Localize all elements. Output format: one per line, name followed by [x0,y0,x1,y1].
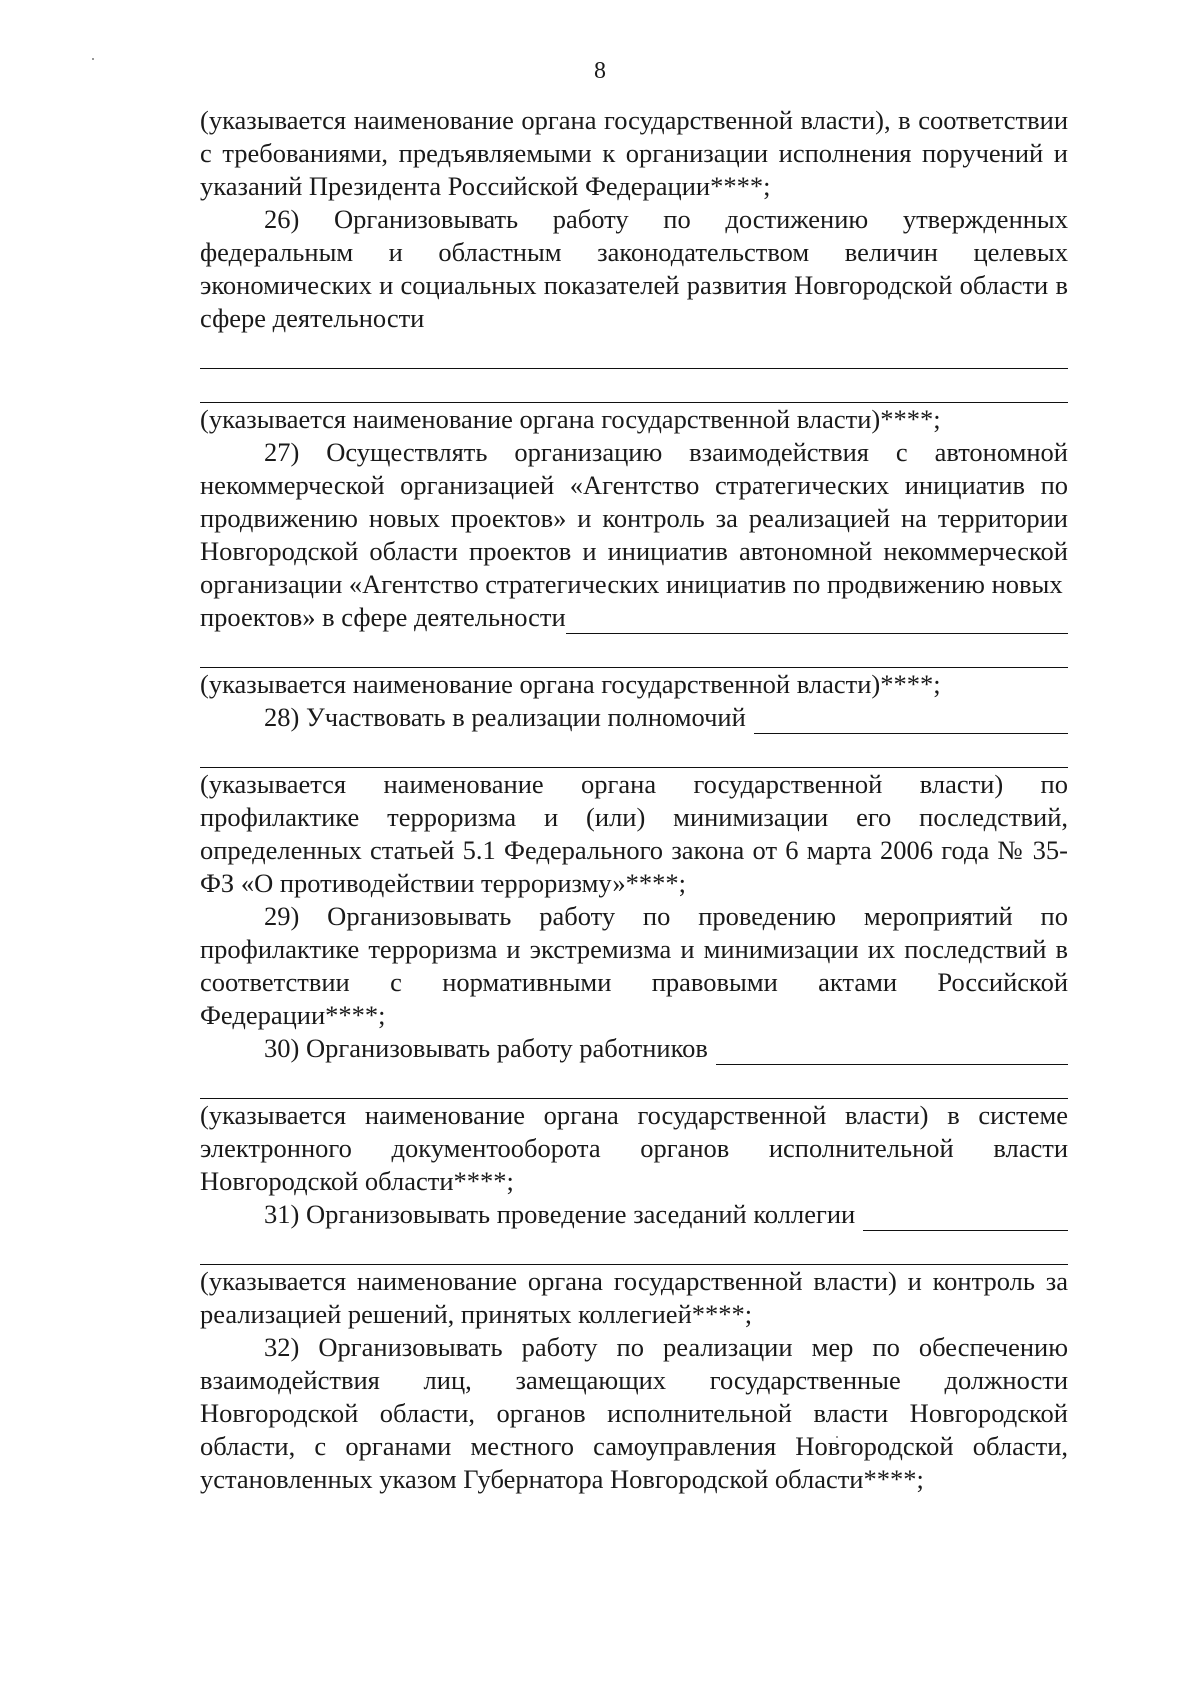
fill-line [200,634,1068,668]
item-30-row [200,1032,1068,1065]
fill-line [200,1231,1068,1265]
item-27-tail: проектов» в сфере деятельности [200,602,566,632]
item-30: 30) Организовывать работу работников [264,1033,708,1063]
item-28-note: (указывается наименование органа государственной власти) по профилактике терроризма и (или) минимизации его последствий, определенных статьей 5.1 Федерального закона от 6 марта 2006 года № 35-ФЗ «О противодействии терроризму»****; [200,769,1068,898]
paragraph-continuation: (указывается наименование органа государственной власти), в соответствии с требованиями, предъявляемыми к организации исполнения поручений и указаний Президента Российской Федерации****; [200,105,1068,201]
fill-line [200,1065,1068,1099]
page-number: 8 [594,58,606,84]
item-28-row [200,701,1068,734]
item-31-note: (указывается наименование органа государственной власти) и контроль за реализацией решений, принятых коллегией****; [200,1266,1068,1329]
item-28: 28) Участвовать в реализации полномочий [264,702,746,732]
item-27-tail-row [200,601,1068,634]
fill-line [566,607,1068,634]
item-26-note: (указывается наименование органа государственной власти)****; [200,404,941,434]
fill-line [863,1204,1068,1231]
fill-line [716,1038,1068,1065]
fill-line [200,335,1068,369]
item-27-note: (указывается наименование органа государственной власти)****; [200,669,941,699]
item-31: 31) Организовывать проведение заседаний коллегии [264,1199,856,1229]
item-27: 27) Осуществлять организацию взаимодействия с автономной некоммерческой организацией «Агентство стратегических инициатив по продвижению новых проектов» и контроль за реализацией на территории Новгородской области проектов и инициатив автономной некоммерческой организации «Агентство стратегических инициатив по продвижению новых [200,437,1068,599]
fill-line [200,734,1068,768]
item-30-note: (указывается наименование органа государственной власти) в системе электронного документооборота органов исполнительной власти Новгородской области****; [200,1100,1068,1196]
item-26: 26) Организовывать работу по достижению утвержденных федеральным и областным законодательством величин целевых экономических и социальных показателей развития Новгородской области в сфере деятельности [200,204,1068,333]
document-body [200,104,1068,1496]
item-32: 32) Организовывать работу по реализации мер по обеспечению взаимодействия лиц, замещающих государственные должности Новгородской области, органов исполнительной власти Новгородской области, с органами местного самоуправления Новгородской области, установленных указом Губернатора Новгородской области****; [200,1332,1068,1494]
item-29: 29) Организовывать работу по проведению мероприятий по профилактике терроризма и экстремизма и минимизации их последствий в соответствии с нормативными правовыми актами Российской Федерации****; [200,901,1068,1030]
fill-line [200,369,1068,403]
fill-line [754,707,1068,734]
item-31-row [200,1198,1068,1231]
